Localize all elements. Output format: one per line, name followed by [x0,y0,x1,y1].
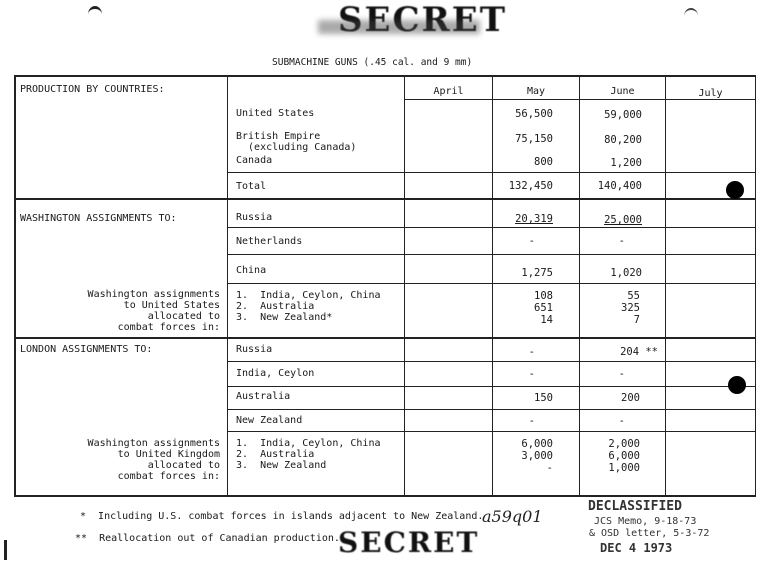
cell-netherlands-may: - [528,235,535,247]
row-label-united-states: United States [236,108,315,119]
row-label-canada: Canada [236,155,273,166]
page-edge-mark [4,540,7,560]
cell-us-june: 59,000 [604,109,642,121]
cell-be-june: 80,200 [604,134,642,146]
sub-items-washington-us: 1. India, Ceylon, China 2. Australia 3. New Zealand* [236,290,381,323]
binder-hole-left [88,6,102,23]
column-header-june: June [610,86,635,97]
cell-canada-may: 800 [534,156,553,168]
cell-us-may: 56,500 [515,108,553,120]
sub-values-washington-june: 55 325 7 [621,290,640,326]
cell-russia-l-may: - [528,346,535,358]
cell-total-june: 140,400 [597,180,642,192]
row-label-total: Total [236,181,267,192]
document-title: SUBMACHINE GUNS (.45 cal. and 9 mm) [272,57,473,68]
sub-values-washington-may: 108 651 14 [534,290,553,326]
declassified-stamp-line1: JCS Memo, 9-18-73 [594,516,697,527]
stamp-smudge [318,20,480,34]
section-label-production: PRODUCTION BY COUNTRIES: [20,84,165,95]
declassified-stamp-date: DEC 4 1973 [600,541,673,555]
cell-australia-june: 200 [621,392,640,404]
cell-india-ceylon-june: - [618,368,625,380]
row-label-netherlands: Netherlands [236,236,303,247]
punch-mark-lower [728,376,746,394]
cell-total-may: 132,450 [508,180,553,192]
classification-stamp-top: SECRET [338,0,508,40]
row-label-russia-london: Russia [236,344,273,355]
row-label-australia: Australia [236,391,291,402]
sub-values-london-may: 6,000 3,000 - [521,438,553,474]
column-header-may: May [526,86,546,97]
cell-australia-may: 150 [534,392,553,404]
cell-russia-w-june: 25,000 [604,214,642,226]
section-label-washington: WASHINGTON ASSIGNMENTS TO: [20,213,177,224]
declassified-stamp-title: DECLASSIFIED [588,499,682,514]
sub-values-london-june: 2,000 6,000 1,000 [608,438,640,474]
declassified-stamp-line2: & OSD letter, 5-3-72 [589,528,710,539]
row-label-british-empire: British Empire (excluding Canada) [236,131,357,153]
cell-new-zealand-june: - [618,415,625,427]
column-header-july: July [698,88,723,99]
sub-label-washington-us: Washington assignments to United States allocated to combat forces in: [87,289,220,333]
section-label-london: LONDON ASSIGNMENTS TO: [20,344,153,355]
cell-china-may: 1,275 [521,267,553,279]
cell-russia-l-june: 204 ** [620,346,658,358]
row-label-india-ceylon: India, Ceylon [236,368,315,379]
classification-stamp-bottom: SECRET [338,526,480,559]
column-header-april: April [433,86,464,97]
row-label-china: China [236,265,267,276]
sub-label-washington-uk: Washington assignments to United Kingdom allocated to combat forces in: [87,438,220,482]
sub-items-washington-uk: 1. India, Ceylon, China 2. Australia 3. New Zealand [236,438,381,471]
footnote-single-asterisk: * Including U.S. combat forces in islands adjacent to New Zealand. [80,511,484,522]
cell-netherlands-june: - [618,235,625,247]
cell-be-may: 75,150 [515,133,553,145]
punch-mark-upper [726,181,744,199]
cell-india-ceylon-may: - [528,368,535,380]
footnote-double-asterisk: ** Reallocation out of Canadian production. [75,533,340,544]
row-label-russia-washington: Russia [236,212,273,223]
binder-hole-right [684,8,698,24]
handwritten-reference: a59q01 [482,507,543,526]
cell-china-june: 1,020 [610,267,642,279]
cell-russia-w-may: 20,319 [515,213,553,225]
cell-canada-june: 1,200 [610,157,642,169]
cell-new-zealand-may: - [528,415,535,427]
row-label-new-zealand: New Zealand [236,415,303,426]
